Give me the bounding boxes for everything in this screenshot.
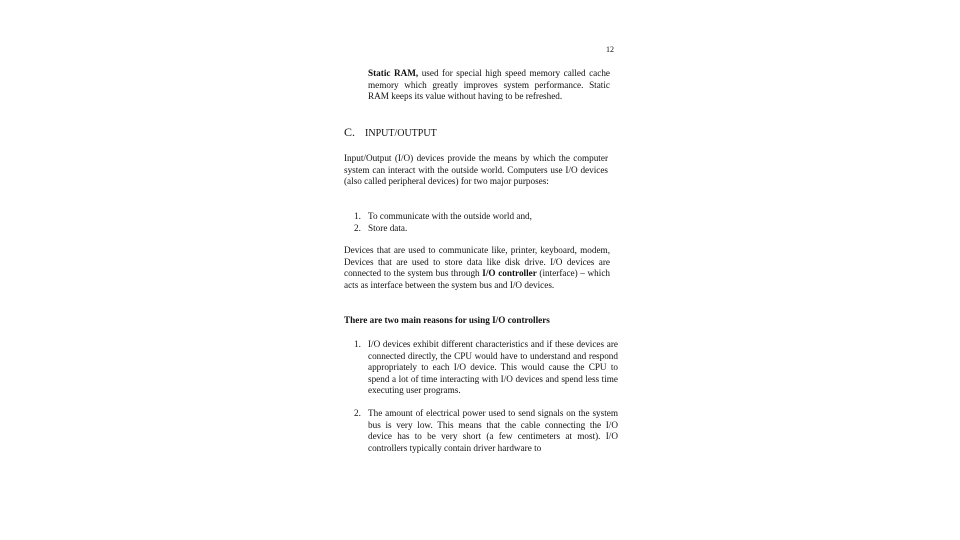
page-number: 12 [606, 45, 614, 54]
static-ram-paragraph [368, 68, 610, 103]
list-number: 1. [354, 339, 361, 349]
list-text: The amount of electrical power used to send signals on the system bus is very low. This means that the cable connecting the I/O device has to be very short (a few centimeters at most). I/O controllers typically contain driver hardware to [368, 407, 618, 453]
reasons-list [354, 339, 618, 454]
devices-text-before: Devices that are used to communicate like, printer, keyboard, modem, Devices that are used to store data like disk drive. I/O devices are connected to the system bus through [344, 245, 610, 279]
list-number: 2. [354, 222, 361, 233]
section-title: INPUT/OUTPUT [365, 128, 437, 139]
list-item [354, 223, 610, 235]
list-text: I/O devices exhibit different characteristics and if these devices are connected directly, the CPU would have to understand and respond appropriately to each I/O device. This would cause the CPU to spend a lot of time interacting with I/O devices and spend less time executing user programs. [368, 339, 618, 396]
list-number: 2. [354, 407, 361, 418]
section-letter: C. [344, 125, 356, 139]
list-number: 1. [354, 211, 361, 221]
section-heading [344, 125, 437, 140]
static-ram-text: used for special high speed memory called cache memory which greatly improves system performance. Static RAM keeps its value without having to be refreshed. [368, 68, 610, 102]
static-ram-term: Static RAM, [368, 68, 419, 78]
intro-paragraph: Input/Output (I/O) devices provide the means by which the computer system can interact with the outside world. Computers use I/O devices (also called peripheral devices) for two major purposes: [344, 153, 608, 187]
io-controller-term: I/O controller [482, 268, 537, 279]
devices-text-after: (interface) – which acts as interface between the system bus and I/O devices. [344, 268, 610, 290]
list-text: Store data. [368, 222, 408, 233]
list-item [354, 408, 618, 454]
list-item [354, 339, 618, 397]
reasons-heading: There are two main reasons for using I/O controllers [344, 315, 550, 325]
list-text: To communicate with the outside world and, [368, 211, 532, 221]
devices-paragraph [344, 245, 610, 291]
purpose-list [354, 211, 610, 234]
list-item [354, 211, 610, 223]
